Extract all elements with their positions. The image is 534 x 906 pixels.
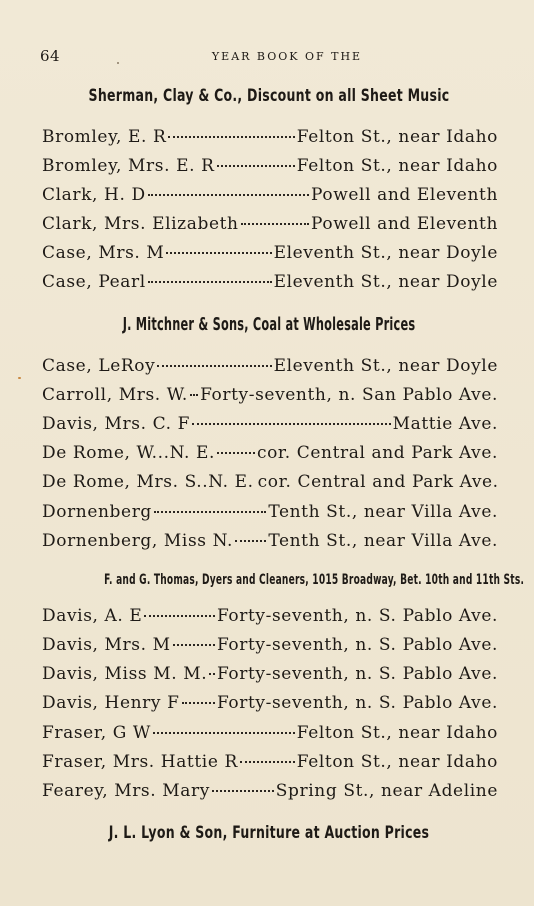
entry-address: Mattie Ave. <box>392 414 498 434</box>
entry-name: Bromley, Mrs. E. R <box>42 156 215 176</box>
directory-entry <box>42 356 498 378</box>
directory-entry <box>42 752 498 774</box>
directory-entry <box>42 443 498 465</box>
entry-address: cor. Central and Park Ave. <box>257 472 499 492</box>
entry-address: cor. Central and Park Ave. <box>256 443 498 463</box>
dot-leader <box>209 673 215 675</box>
paper-speck <box>18 377 21 379</box>
dot-leader <box>154 511 266 513</box>
directory-entry <box>42 635 498 657</box>
entry-name: Davis, Mrs. C. F <box>42 414 191 434</box>
entry-name: Clark, H. D <box>42 185 146 205</box>
page-header <box>40 47 504 67</box>
entry-address: Forty-seventh, n. S. Pablo Ave. <box>216 606 498 626</box>
entry-name: Case, Mrs. M <box>42 243 165 263</box>
directory-entry <box>42 723 498 745</box>
dot-leader <box>212 790 274 792</box>
dot-leader <box>166 252 271 254</box>
dot-leader <box>192 423 391 425</box>
directory-entry <box>42 781 498 803</box>
paper-speck <box>117 62 119 64</box>
entry-name: Clark, Mrs. Elizabeth <box>42 214 239 234</box>
entry-name: Davis, A. E <box>42 606 143 626</box>
entry-address: Powell and Eleventh <box>311 185 498 205</box>
entry-address: Forty-seventh, n. S. Pablo Ave. <box>216 693 498 713</box>
dot-leader <box>144 615 215 617</box>
entry-name: Fearey, Mrs. Mary <box>42 781 210 801</box>
directory-entry <box>42 606 498 628</box>
directory-entry <box>42 127 498 149</box>
entry-address: Forty-seventh, n. S. Pablo Ave. <box>216 635 498 655</box>
advertisement-line: F. and G. Thomas, Dyers and Cleaners, 1015 Broadway, Bet. 10th and 11th Sts. <box>104 572 525 588</box>
entry-name: Fraser, G W <box>42 723 151 743</box>
page-number: 64 <box>40 47 61 65</box>
entry-name: Bromley, E. R <box>42 127 167 147</box>
directory-entry <box>42 472 498 494</box>
entry-address: Forty-seventh, n. S. Pablo Ave. <box>216 664 498 684</box>
dot-leader <box>190 394 198 396</box>
advertisement-line: J. Mitchner & Sons, Coal at Wholesale Prices <box>122 314 416 335</box>
dot-leader <box>168 136 294 138</box>
running-head: YEAR BOOK OF THE <box>211 50 363 63</box>
entry-address: Felton St., near Idaho <box>296 156 498 176</box>
entry-address: Spring St., near Adeline <box>275 781 498 801</box>
directory-entry <box>42 502 498 524</box>
dot-leader <box>173 644 215 646</box>
entry-name: Fraser, Mrs. Hattie R <box>42 752 238 772</box>
dot-leader <box>241 223 309 225</box>
directory-entry <box>42 664 498 686</box>
directory-entry <box>42 243 498 265</box>
entry-address: Tenth St., near Villa Ave. <box>268 531 498 551</box>
entry-name: Davis, Miss M. M. <box>42 664 208 684</box>
entry-address: Felton St., near Idaho <box>296 752 498 772</box>
dot-leader <box>240 761 295 763</box>
directory-entry <box>42 414 498 436</box>
entry-address: Tenth St., near Villa Ave. <box>268 502 498 522</box>
entry-name: Dornenberg <box>42 502 152 522</box>
directory-entry <box>42 531 498 553</box>
dot-leader <box>153 732 295 734</box>
dot-leader <box>217 165 295 167</box>
entry-address: Eleventh St., near Doyle <box>273 272 498 292</box>
entry-name: Carroll, Mrs. W. <box>42 385 188 405</box>
entry-name: Case, Pearl <box>42 272 146 292</box>
directory-entry <box>42 214 498 236</box>
directory-entry <box>42 693 498 715</box>
advertisement-line: Sherman, Clay & Co., Discount on all Sheet Music <box>88 86 450 106</box>
advertisement-line: J. L. Lyon & Son, Furniture at Auction Prices <box>108 823 430 843</box>
dot-leader <box>217 452 255 454</box>
entry-name: Davis, Henry F <box>42 693 180 713</box>
entry-name: De Rome, W...N. E. <box>42 443 216 463</box>
entry-address: Powell and Eleventh <box>311 214 498 234</box>
dot-leader <box>148 194 309 196</box>
entry-address: Felton St., near Idaho <box>296 723 498 743</box>
entry-name: De Rome, Mrs. S..N. E. <box>42 472 254 492</box>
directory-entry <box>42 385 498 407</box>
entry-address: Felton St., near Idaho <box>296 127 498 147</box>
dot-leader <box>235 540 266 542</box>
dot-leader <box>148 281 272 283</box>
entry-name: Davis, Mrs. M <box>42 635 171 655</box>
dot-leader <box>182 702 215 704</box>
entry-name: Case, LeRoy <box>42 356 156 376</box>
directory-entry <box>42 185 498 207</box>
directory-entry <box>42 272 498 294</box>
directory-entry <box>42 156 498 178</box>
entry-name: Dornenberg, Miss N. <box>42 531 233 551</box>
entry-address: Eleventh St., near Doyle <box>273 356 498 376</box>
entry-address: Forty-seventh, n. San Pablo Ave. <box>200 385 498 405</box>
entry-address: Eleventh St., near Doyle <box>273 243 498 263</box>
dot-leader <box>157 365 271 367</box>
